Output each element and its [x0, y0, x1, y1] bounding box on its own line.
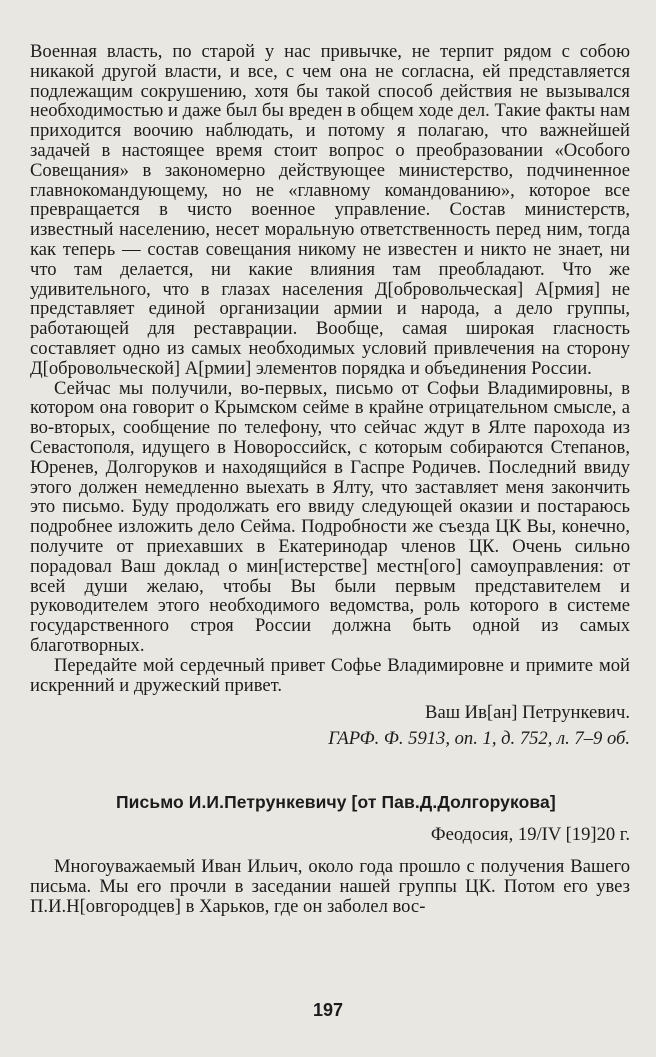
- letter-dateline: Феодосия, 19/IV [19]20 г.: [430, 824, 630, 846]
- body-paragraph-2: Сейчас мы получили, во-первых, письмо от Софьи Владимировны, в котором она говорит о Крымском сейме в крайне отрицательном смысле, а во-вторых, сообщение по телефону, что сейчас ждут в Ялте парохода из Севастополя, идущего в Новороссийск, с которым собираются Степанов, Юренев, Долгоруков и находящийся в Гаспре Родичев. Последний ввиду этого должен немедленно выехать в Ялту, что заставляет меня закончить это письмо. Буду продолжать его ввиду следующей оказии и постараюсь подробнее изложить дело Сейма. Подробности же съезда ЦК Вы, конечно, получите от приехавших в Екатеринодар членов ЦК. Очень сильно порадовал Ваш доклад о мин[истерстве] местн[ого] самоуправления: от всей души желаю, чтобы Вы были первым представителем и руководителем этого необходимого ведомства, роль которого в системе государственного строя России должна быть одной из самых благотворных.: [30, 377, 630, 656]
- letter-paragraph-1: Многоуважаемый Иван Ильич, около года прошло с получения Вашего письма. Мы его прочли в заседании нашей группы ЦК. Потом его увез П.И.Н[овгородцев] в Харьков, где он заболел вос-: [30, 856, 630, 917]
- page-number: 197: [312, 1000, 344, 1020]
- letter-signature: Ваш Ив[ан] Петрункевич.: [425, 702, 630, 724]
- body-paragraph-1: Военная власть, по старой у нас привычке, не терпит рядом с собою никакой другой власти, и все, с чем она не согласна, ей представляется подлежащим сокрушению, хотя бы такой способ действия не вызывался необходимостью и даже был бы вреден в общем ходе дел. Такие факты нам приходится воочию наблюдать, и потому я полагаю, что важнейшей задачей в настоящее время стоит вопрос о преобразовании «Особого Совещания» в закономерно действующее министерство, подчиненное главнокомандующему, но не «главному командованию», которое все превращается в чисто военное управление. Состав министерств, известный населению, несет моральную ответственность перед ним, тогда как теперь — состав совещания никому не известен и никто не знает, ни что там делается, ни какие влияния там преобладают. Что же удивительного, что в глазах населения Д[обровольческая] А[рмия] не представляет единой организации армии и народа, а дело группы, работающей для реставрации. Вообще, самая широкая гласность составляет одно из самых необходимых условий привлечения на сторону Д[обровольческой] А[рмии] элементов порядка и объединения России.: [30, 41, 630, 379]
- archive-reference: ГАРФ. Ф. 5913, оп. 1, д. 752, л. 7–9 об.: [328, 728, 630, 750]
- section-heading: Письмо И.И.Петрункевичу [от Пав.Д.Долгорукова]: [116, 792, 556, 813]
- body-paragraph-3: Передайте мой сердечный привет Софье Владимировне и примите мой искренний и дружеский привет.: [30, 654, 630, 696]
